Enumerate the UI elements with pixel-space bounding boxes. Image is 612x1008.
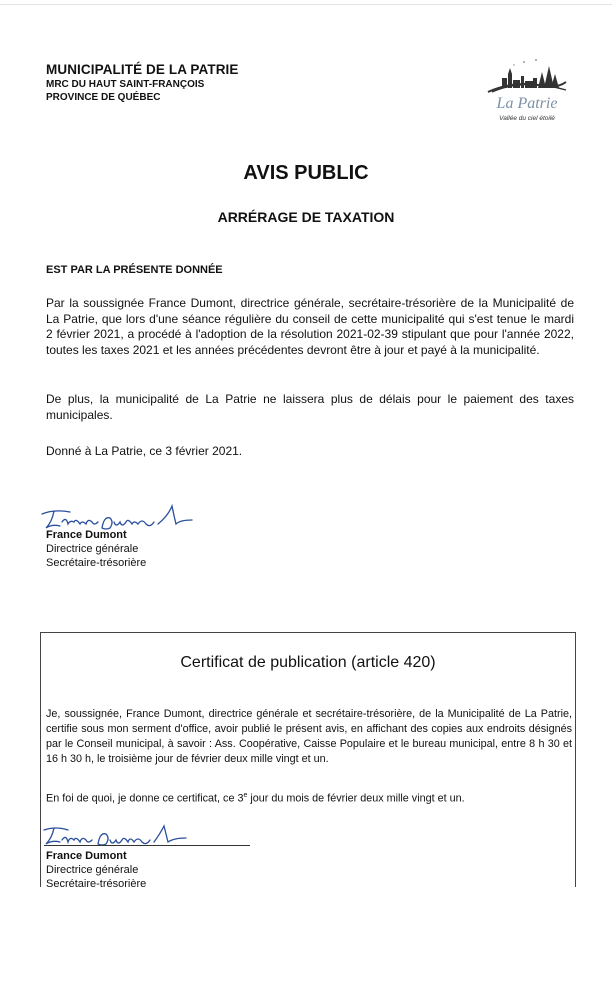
certificate-signatory-role-1: Directrice générale (46, 864, 139, 876)
signatory-role-1: Directrice générale (46, 543, 139, 555)
notice-paragraph-1: Par la soussignée France Dumont, directrice générale, secrétaire-trésorière de la Municipalité de La Patrie, que lors d'une séance régulière du conseil de cette municipalité qui s'est tenue le mardi 2 février 2021, a procédé à l'adoption de la résolution 2021-02-39 stipulant que pour l'année 2022, toutes les taxes 2021 et les années précédentes devront être à jour et payé à la municipalité. (46, 296, 574, 357)
province-name: PROVINCE DE QUÉBEC (46, 92, 161, 103)
certificate-closing-end: jour du mois de février deux mille vingt et un. (247, 792, 465, 805)
notice-subtitle: ARRÉRAGE DE TAXATION (217, 209, 395, 225)
logo-name: La Patrie (496, 95, 558, 112)
signatory-role-2: Secrétaire-trésorière (46, 557, 147, 569)
certificate-closing-start: En foi de quoi, je donne ce certificat, ce 3 (46, 792, 244, 805)
municipality-name: MUNICIPALITÉ DE LA PATRIE (46, 62, 239, 77)
notice-date-line: Donné à La Patrie, ce 3 février 2021. (46, 444, 243, 458)
certificate-paragraph-1: Je, soussignée, France Dumont, directrice générale et secrétaire-trésorière, de la Municipalité de La Patrie, certifie sous mon serment d'office, avoir publié le présent avis, en affichant des copies aux endroits désignés par le Conseil municipal, à savoir : Ass. Coopérative, Caisse Populaire et le bureau municipal, entre 8 h 30 et 16 h 30 h, le troisième jour de février deux mille vingt et un. (46, 708, 572, 765)
certificate-closing (46, 788, 572, 807)
certificate-closing-superscript: e (243, 792, 248, 799)
signature-block-1 (46, 528, 146, 570)
notice-title: AVIS PUBLIC (243, 162, 369, 184)
signatory-name: France Dumont (46, 529, 127, 541)
certificate-signatory-role-2: Secrétaire-trésorière (46, 878, 147, 890)
signature-block-2 (46, 849, 146, 891)
notice-intro: EST PAR LA PRÉSENTE DONNÉE (46, 264, 223, 276)
mrc-name: MRC DU HAUT SAINT-FRANÇOIS (46, 79, 205, 90)
signature-line (44, 845, 250, 846)
notice-paragraph-2: De plus, la municipalité de La Patrie ne laissera plus de délais pour le paiement des taxes municipales. (46, 392, 574, 422)
top-rule (0, 4, 612, 5)
certificate-signatory-name: France Dumont (46, 850, 127, 862)
certificate-title: Certificat de publication (article 420) (180, 654, 436, 671)
logo-tagline: Vallée du ciel étoilé (499, 115, 555, 122)
